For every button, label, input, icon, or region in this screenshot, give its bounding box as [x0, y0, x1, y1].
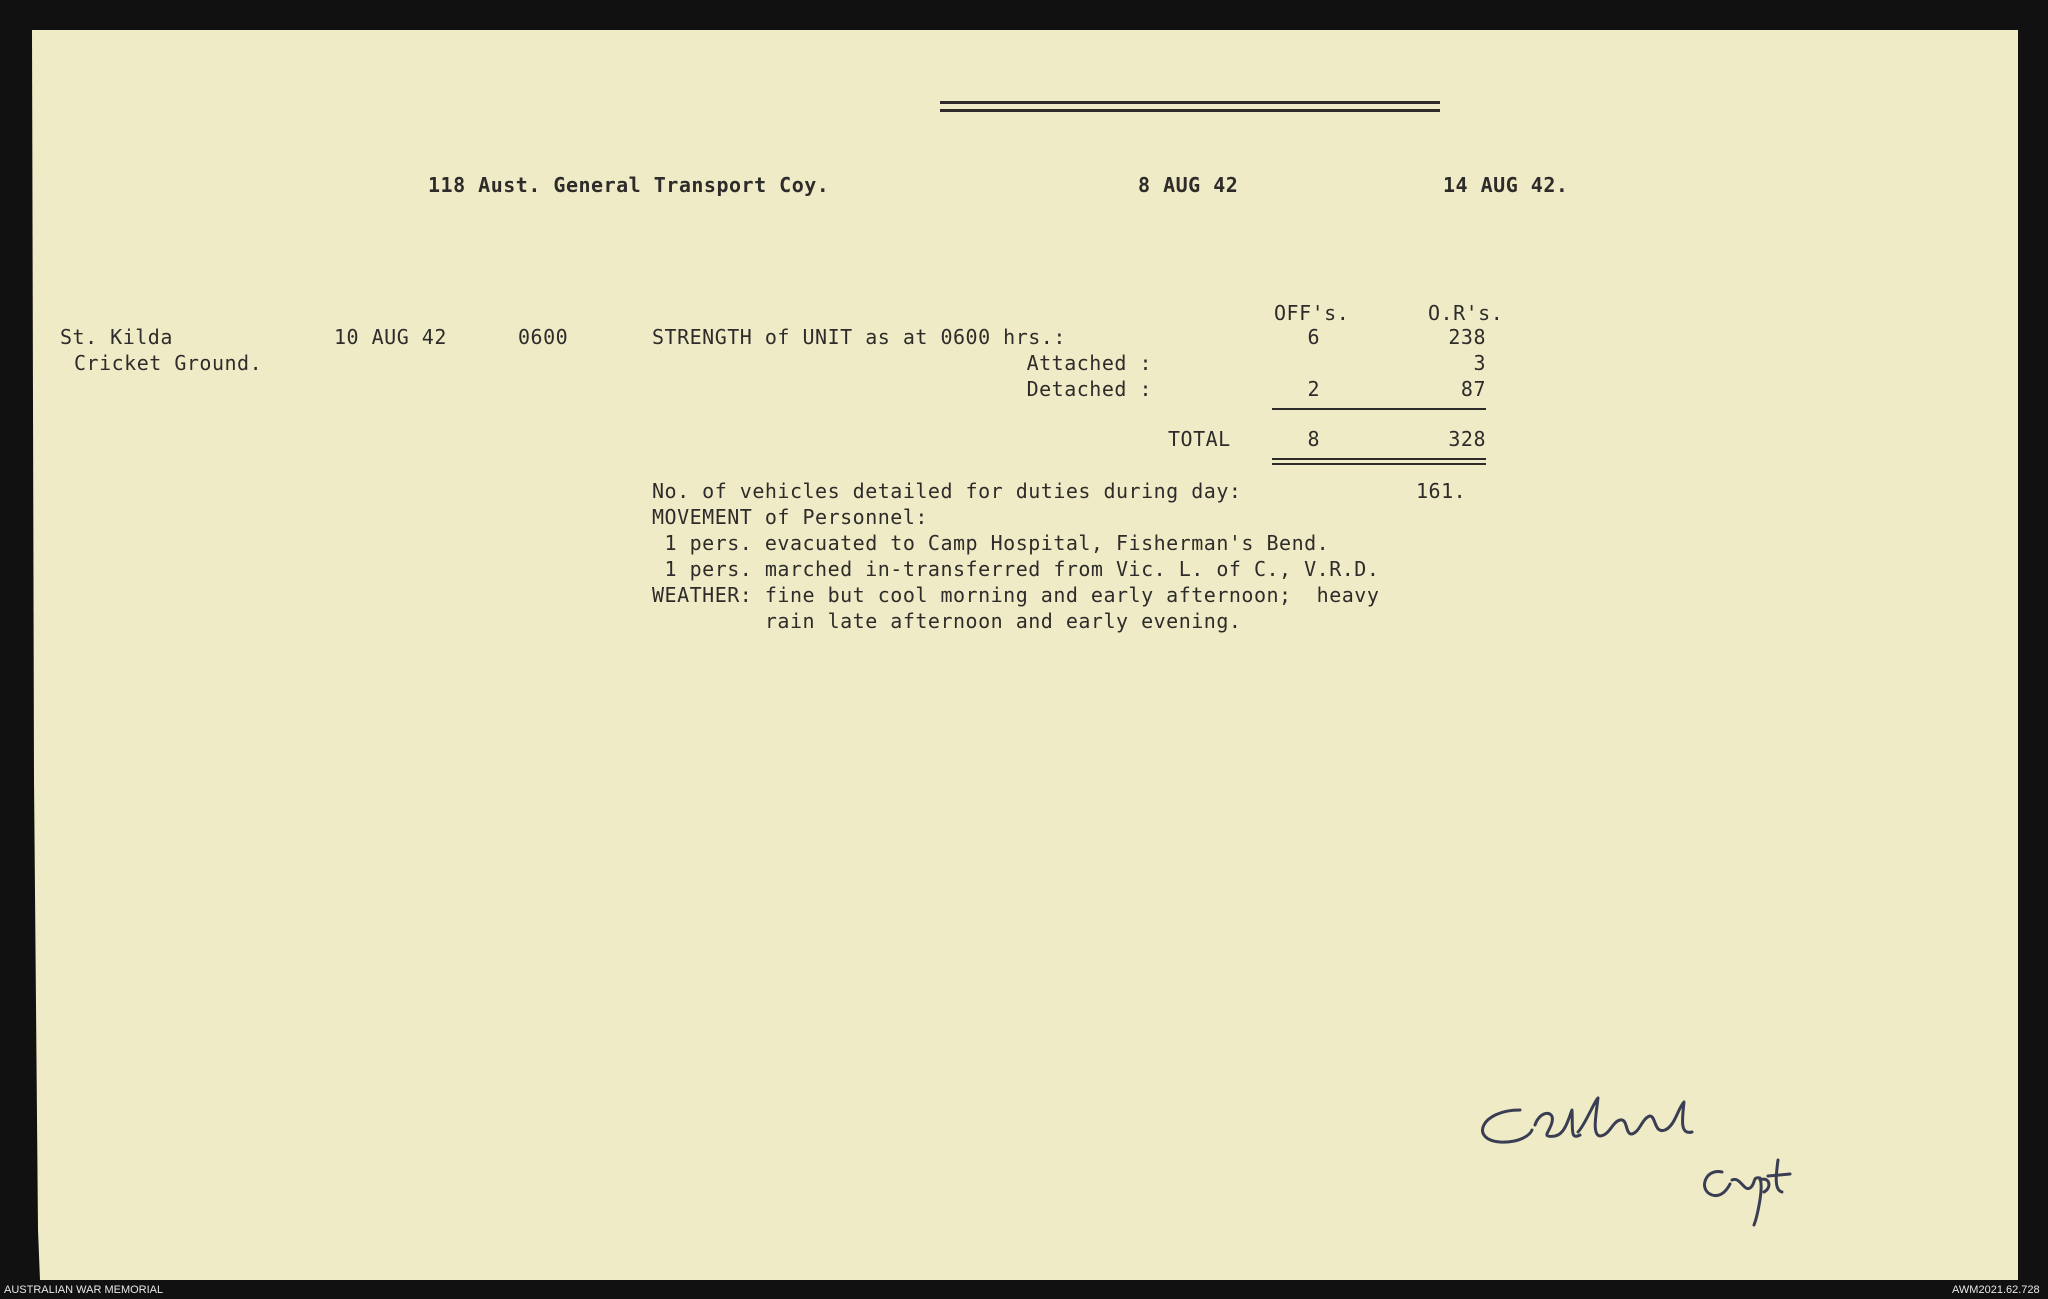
place-line-2: Cricket Ground.: [74, 351, 263, 375]
header-double-rule-top: [940, 101, 1440, 104]
movement-item: 1 pers. marched in-transferred from Vic. L. of C., V.R.D.: [652, 557, 1380, 581]
attached-other-ranks: 3: [1473, 351, 1486, 375]
total-other-ranks: 328: [1448, 427, 1486, 451]
attached-label: Attached :: [1026, 351, 1152, 375]
handwritten-signature: [1460, 1080, 1830, 1230]
subtotal-rule: [1272, 408, 1486, 410]
total-double-rule-bottom: [1272, 463, 1486, 465]
place-line-1: St. Kilda: [60, 325, 173, 349]
period-start-date: 8 AUG 42: [1138, 173, 1239, 197]
entry-time: 0600: [518, 325, 569, 349]
item-reference: AWM2021.62.728: [1952, 1284, 2040, 1296]
total-officers: 8: [1307, 427, 1320, 451]
strength-label: STRENGTH of UNIT as at 0600 hrs.:: [652, 325, 1066, 349]
detached-label: Detached :: [1026, 377, 1152, 401]
movement-item: 1 pers. evacuated to Camp Hospital, Fisherman's Bend.: [652, 531, 1330, 555]
strength-other-ranks: 238: [1448, 325, 1486, 349]
period-end-date: 14 AUG 42.: [1443, 173, 1569, 197]
column-header-other-ranks: O.R's.: [1428, 301, 1504, 325]
weather-line-2: rain late afternoon and early evening.: [652, 609, 1242, 633]
entry-date: 10 AUG 42: [334, 325, 447, 349]
weather-line-1: WEATHER: fine but cool morning and early afternoon; heavy: [652, 583, 1380, 607]
vehicles-count: 161.: [1416, 479, 1467, 503]
header-double-rule-bottom: [940, 109, 1440, 112]
column-header-officers: OFF's.: [1274, 301, 1350, 325]
movement-heading: MOVEMENT of Personnel:: [652, 505, 928, 529]
unit-name: 118 Aust. General Transport Coy.: [428, 173, 830, 197]
detached-other-ranks: 87: [1460, 377, 1486, 401]
archive-credit: AUSTRALIAN WAR MEMORIAL: [4, 1284, 164, 1296]
total-label: TOTAL: [1168, 427, 1231, 451]
strength-officers: 6: [1307, 325, 1320, 349]
detached-officers: 2: [1307, 377, 1320, 401]
vehicles-line: No. of vehicles detailed for duties during day:: [652, 479, 1242, 503]
total-double-rule-top: [1272, 458, 1486, 460]
